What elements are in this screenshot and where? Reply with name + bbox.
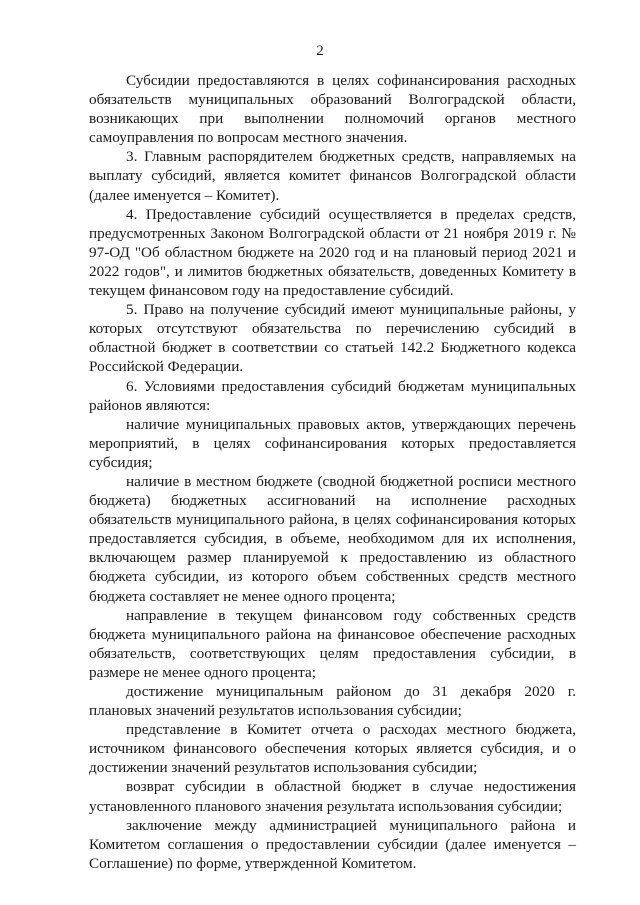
condition-agreement: заключение между администрацией муниципального района и Комитетом соглашения о предоставлении субсидии (далее именуется – Соглашение) по форме, утвержденной Комитетом.: [89, 816, 576, 872]
paragraph-6-conditions: 6. Условиями предоставления субсидий бюджетам муниципальных районов являются:: [89, 377, 576, 414]
paragraph-5-eligibility: 5. Право на получение субсидий имеют муниципальные районы, у которых отсутствуют обязательства по перечислению субсидий в областной бюджет в соответствии со статьей 142.2 Бюджетного кодекса Российской Федерации.: [89, 301, 576, 376]
paragraph-4-funding-limits: 4. Предоставление субсидий осуществляется в пределах средств, предусмотренных Законом Волгоградской области от 21 ноября 2019 г. № 97-ОД "Об областном бюджете на 2020 год и на плановый период 2021 и 2022 годов", и лимитов бюджетных обязательств, доведенных Комитету в текущем финансовом году на предоставление субсидий.: [89, 205, 576, 300]
condition-budget-allocations: наличие в местном бюджете (сводной бюджетной росписи местного бюджета) бюджетных ассигнований на исполнение расходных обязательств муниципального района, в целях софинансирования которых предоставляется субсидия, в объеме, необходимом для их исполнения, включающем размер планируемой к предоставлению из областного бюджета субсидии, из которого объем собственных средств местного бюджета составляет не менее одного процента;: [89, 472, 576, 605]
condition-subsidy-return: возврат субсидии в областной бюджет в случае недостижения установленного планового значения результата использования субсидии;: [89, 778, 576, 815]
condition-results-achievement: достижение муниципальным районом до 31 декабря 2020 г. плановых значений результатов использования субсидии;: [89, 683, 576, 720]
condition-report-submission: представление в Комитет отчета о расходах местного бюджета, источником финансового обеспечения которых является субсидия, и о достижении значений результатов использования субсидии;: [89, 721, 576, 777]
paragraph-3-main-manager: 3. Главным распорядителем бюджетных средств, направляемых на выплату субсидий, является комитет финансов Волгоградской области (далее именуется – Комитет).: [89, 148, 576, 204]
condition-own-funds: направление в текущем финансовом году собственных средств бюджета муниципального района на финансовое обеспечение расходных обязательств, соответствующих целям предоставления субсидии, в размере не менее одного процента;: [89, 606, 576, 681]
paragraph-subsidy-purpose: Субсидии предоставляются в целях софинансирования расходных обязательств муниципальных образований Волгоградской области, возникающих при выполнении полномочий органов местного самоуправления по вопросам местного значения.: [89, 72, 576, 147]
page-number: 2: [316, 43, 324, 59]
condition-legal-acts: наличие муниципальных правовых актов, утверждающих перечень мероприятий, в целях софинансирования которых предоставляется субсидия;: [89, 415, 576, 471]
document-body: [89, 71, 576, 873]
